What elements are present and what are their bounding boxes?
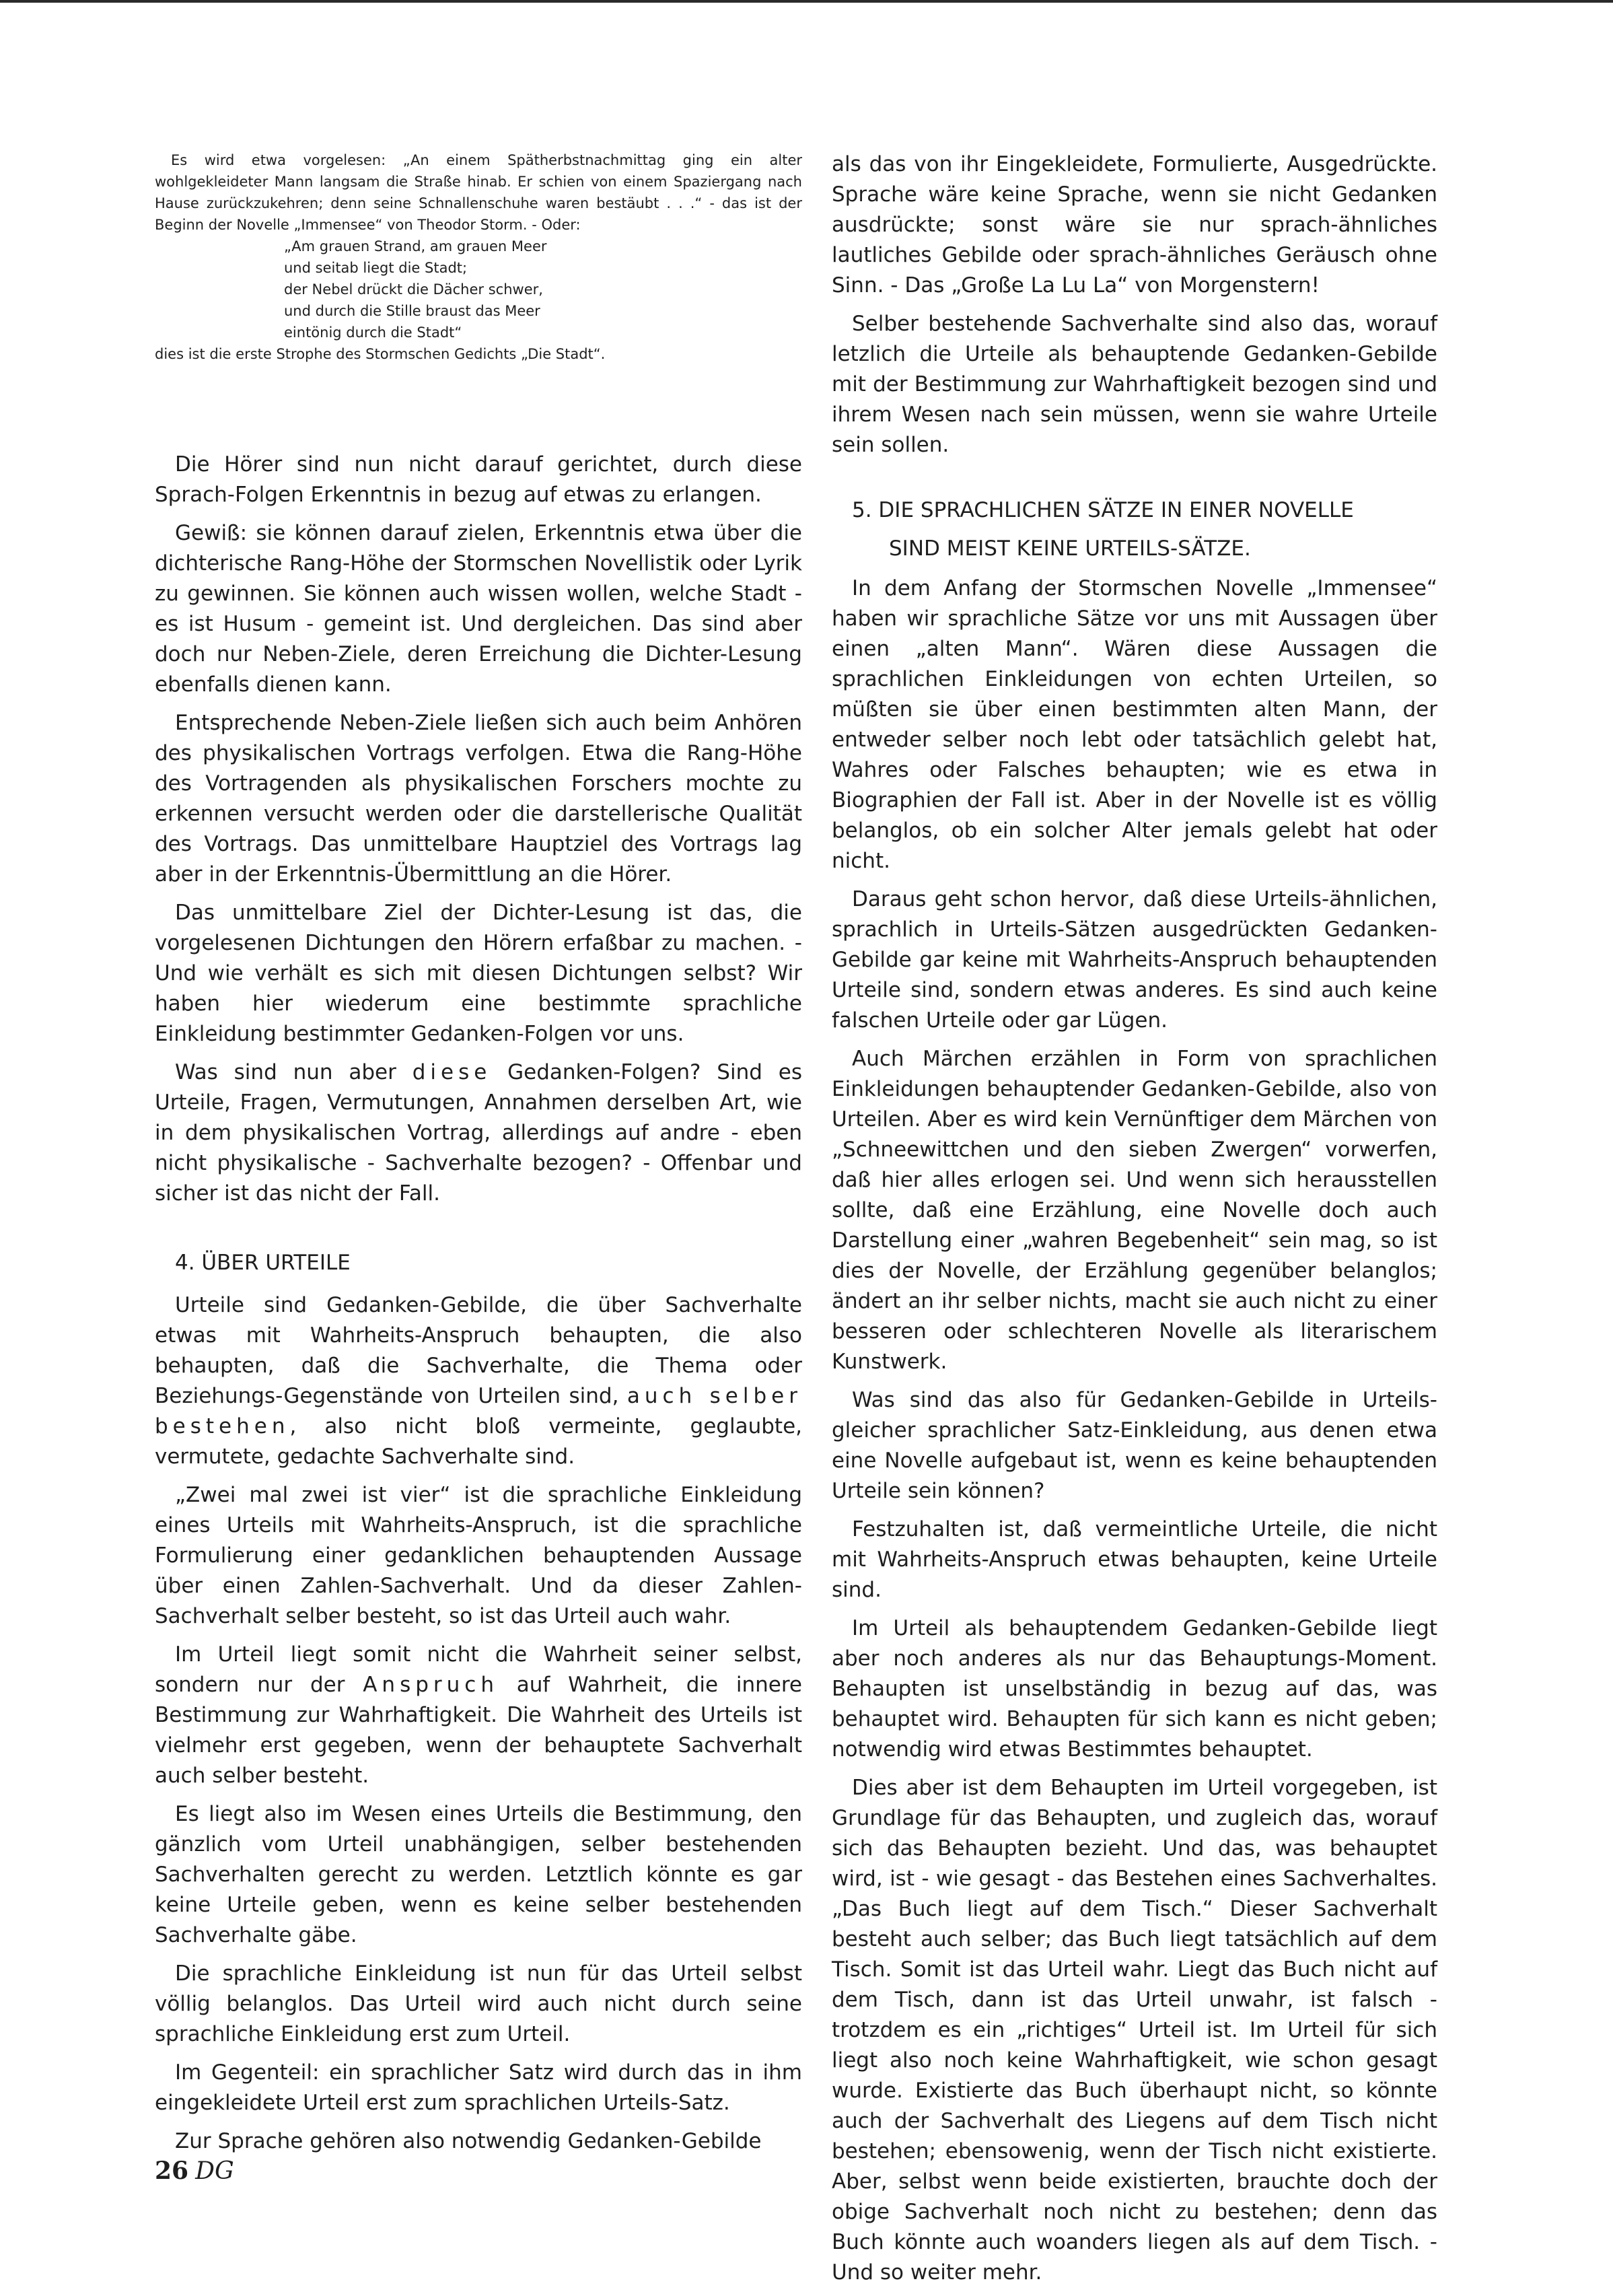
intro-paragraph: Es wird etwa vorgelesen: „An einem Spätherbstnachmittag ging ein alter wohlgekleideter Mann langsam die Straße hinab. Er schien von einem Spaziergang nach Hause zurückzukehren; denn seine Schnallenschuhe waren bestäubt . . .“ - das ist der Beginn der Novelle „Immensee“ von Theodor Storm. - Oder: (155, 152, 802, 233)
paragraph: Die sprachliche Einkleidung ist nun für das Urteil selbst völlig belanglos. Das Urteil wird auch nicht durch seine sprachliche Einkleidung erst zum Urteil. (155, 1961, 802, 2046)
verse-line: der Nebel drückt die Dächer schwer, (284, 281, 543, 298)
paragraph (155, 1640, 802, 1791)
paragraph: Im Urteil als behauptendem Gedanken-Gebilde liegt aber noch anderes als nur das Behauptungs-Moment. Behaupten ist unselbständig in bezug auf das, was behauptet wird. Behaupten für sich kann es nicht geben; notwendig wird etwas Bestimmtes behauptet. (832, 1616, 1437, 1762)
emphasis-spaced: auch selber bestehen (155, 1384, 802, 1438)
paragraph (155, 1057, 802, 1209)
text-run: Im Urteil liegt somit nicht die Wahrheit seiner selbst, sondern nur der (155, 1642, 802, 1697)
verse-line: „Am grauen Strand, am grauen Meer (284, 238, 547, 254)
page-number: 26 (155, 2157, 189, 2185)
paragraph: In dem Anfang der Stormschen Novelle „Immensee“ haben wir sprachliche Sätze vor uns mit Aussagen über einen „alten Mann“. Wären diese Aussagen die sprachlichen Einkleidungen von echten Urteilen, so müßten sie über einen bestimmten alten Mann, der entweder selber noch lebt oder tatsächlich gelebt hat, Wahres oder Falsches behaupten; wie es etwa in Biographien der Fall ist. Aber in der Novelle ist es völlig belanglos, ob ein solcher Alter jemals gelebt hat oder nicht. (832, 576, 1437, 873)
paragraph: Dies aber ist dem Behaupten im Urteil vorgegeben, ist Grundlage für das Behaupten, und zugleich das, worauf sich das Behaupten bezieht. Und das, was behauptet wird, ist - wie gesagt - das Bestehen eines Sachverhaltes. „Das Buch liegt auf dem Tisch.“ Dieser Sachverhalt besteht auch selber; das Buch liegt tatsächlich auf dem Tisch. Somit ist das Urteil wahr. Liegt das Buch nicht auf dem Tisch, dann ist das Urteil unwahr, ist falsch - trotzdem es ein „richtiges“ Urteil ist. Im Urteil für sich liegt also noch keine Wahrhaftigkeit, wie schon gesagt wurde. Existierte das Buch überhaupt nicht, so könnte auch der Sachverhalt des Liegens auf dem Tisch nicht bestehen; ebensowenig, wenn der Tisch nicht existierte. Aber, selbst wenn beide existierten, brauchte doch der obige Sachverhalt noch nicht zu bestehen; denn das Buch könnte auch woanders liegen als auf dem Tisch. - Und so weiter mehr. (832, 1776, 1437, 2285)
intro-after-verse: dies ist die erste Strophe des Stormschen Gedichts „Die Stadt“. (155, 346, 606, 362)
paragraph: Gewiß: sie können darauf zielen, Erkenntnis etwa über die dichterische Rang-Höhe der Stormschen Novellistik oder Lyrik zu gewinnen. Sie können auch wissen wollen, welche Stadt - es ist Husum - gemeint ist. Und dergleichen. Das sind aber doch nur Neben-Ziele, deren Erreichung die Dichter-Lesung ebenfalls dienen kann. (155, 521, 802, 697)
section-heading-5 (832, 495, 1437, 564)
right-column (832, 149, 1437, 2296)
intro-quotation (155, 149, 802, 365)
emphasis-spaced: diese (412, 1060, 492, 1084)
verse-line: und seitab liegt die Stadt; (284, 260, 468, 276)
paragraph: Selber bestehende Sachverhalte sind also das, worauf letzlich die Urteile als behauptende Gedanken-Gebilde mit der Bestimmung zur Wahrhaftigkeit bezogen sind und ihrem Wesen nach sein müssen, wenn sie wahre Urteile sein sollen. (832, 312, 1437, 457)
emphasis-spaced: Anspruch (363, 1673, 499, 1697)
text-run: , also nicht bloß vermeinte, geglaubte, vermutete, gedachte Sachverhalte sind. (155, 1414, 802, 1469)
journal-abbreviation: DG (195, 2157, 234, 2185)
top-border-line (0, 0, 1613, 3)
verse-line: eintönig durch die Stadt“ (284, 324, 462, 341)
paragraph: als das von ihr Eingekleidete, Formulierte, Ausgedrückte. Sprache wäre keine Sprache, wenn sie nicht Gedanken ausdrückte; sonst wäre sie nur sprach-ähnliches lautliches Gebilde oder sprach-ähnliches Geräusch ohne Sinn. - Das „Große La Lu La“ von Morgenstern! (832, 152, 1437, 298)
text-run: auf Wahrheit, die innere Bestimmung zur Wahrhaftigkeit. Die Wahrheit des Urteils ist vielmehr erst gegeben, wenn der behauptete Sachverhalt auch selber besteht. (155, 1673, 802, 1788)
paragraph: Die Hörer sind nun nicht darauf gerichtet, durch diese Sprach-Folgen Erkenntnis in bezug auf etwas zu erlangen. (155, 452, 802, 507)
paragraph: Auch Märchen erzählen in Form von sprachlichen Einkleidungen behauptender Gedanken-Gebilde, also von Urteilen. Aber es wird kein Vernünftiger dem Märchen von „Schneewittchen und den sieben Zwergen“ vorwerfen, daß hier alles erlogen sei. Und wenn sich herausstellen sollte, daß eine Erzählung, eine Novelle doch auch Darstellung einer „wahren Begebenheit“ sein mag, so ist dies der Novelle, der Erzählung gegenüber belanglos; ändert an ihr selber nichts, macht sie auch nicht zu einer besseren oder schlechteren Novelle als literarischem Kunstwerk. (832, 1047, 1438, 1374)
paragraph: Es liegt also im Wesen eines Urteils die Bestimmung, den gänzlich vom Urteil unabhängigen, selber bestehenden Sachverhalten gerecht zu werden. Letztlich könnte es gar keine Urteile geben, wenn es keine selber bestehenden Sachverhalte gäbe. (155, 1802, 802, 1947)
paragraph: Festzuhalten ist, daß vermeintliche Urteile, die nicht mit Wahrheits-Anspruch etwas behaupten, keine Urteile sind. (832, 1517, 1437, 1602)
paragraph: Entsprechende Neben-Ziele ließen sich auch beim Anhören des physikalischen Vortrags verfolgen. Etwa die Rang-Höhe des Vortragenden als physikalischen Forschers mochte zu erkennen versucht werden oder die darstellerische Qualität des Vortrags. Das unmittelbare Hauptziel des Vortrags lag aber in der Erkenntnis-Übermittlung an die Hörer. (155, 711, 802, 886)
section-heading-4: 4. ÜBER URTEILE (175, 1251, 351, 1275)
text-run: Was sind nun aber (175, 1060, 413, 1084)
paragraph: Das unmittelbare Ziel der Dichter-Lesung ist das, die vorgelesenen Dichtungen den Hörern erfaßbar zu machen. - Und wie verhält es sich mit diesen Dichtungen selbst? Wir haben hier wiederum eine bestimmte sprachliche Einkleidung bestimmter Gedanken-Folgen vor uns. (155, 901, 802, 1046)
text-run: Urteile sind Gedanken-Gebilde, die über Sachverhalte etwas mit Wahrheits-Anspruch behaupten, die also behaupten, daß die Sachverhalte, die Thema oder Beziehungs-Gegenstände von Urteilen sind, (155, 1293, 802, 1408)
paragraph: Im Gegenteil: ein sprachlicher Satz wird durch das in ihm eingekleidete Urteil erst zum sprachlichen Urteils-Satz. (155, 2060, 802, 2115)
paragraph: Was sind das also für Gedanken-Gebilde in Urteils-gleicher sprachlicher Satz-Einkleidung, aus denen etwa eine Novelle aufgebaut ist, wenn es keine behauptenden Urteile sein können? (832, 1388, 1437, 1503)
heading-line: SIND MEIST KEINE URTEILS-SÄTZE. (889, 536, 1251, 561)
left-column (155, 450, 802, 2165)
poem-verse (284, 236, 802, 343)
verse-line: und durch die Stille braust das Meer (284, 303, 540, 319)
paragraph (155, 1290, 802, 1472)
heading-line: 5. DIE SPRACHLICHEN SÄTZE IN EINER NOVELLE (852, 498, 1354, 522)
paragraph: Daraus geht schon hervor, daß diese Urteils-ähnlichen, sprachlich in Urteils-Sätzen ausgedrückten Gedanken-Gebilde gar keine mit Wahrheits-Anspruch behauptenden Urteile sind, sondern etwas anderes. Es sind auch keine falschen Urteile oder gar Lügen. (832, 887, 1437, 1033)
paragraph: „Zwei mal zwei ist vier“ ist die sprachliche Einkleidung eines Urteils mit Wahrheits-Anspruch, ist die sprachliche Formulierung einer gedanklichen behauptenden Aussage über einen Zahlen-Sachverhalt. Und da dieser Zahlen-Sachverhalt selber besteht, so ist das Urteil auch wahr. (155, 1483, 802, 1628)
text-run: Gedanken-Folgen? Sind es Urteile, Fragen, Vermutungen, Annahmen derselben Art, wie in dem physikalischen Vortrag, allerdings auf andre - eben nicht physikalische - Sachverhalte bezogen? - Offenbar und sicher ist das nicht der Fall. (155, 1060, 802, 1206)
page-footer (155, 2157, 234, 2185)
paragraph: Zur Sprache gehören also notwendig Gedanken-Gebilde (175, 2129, 762, 2153)
